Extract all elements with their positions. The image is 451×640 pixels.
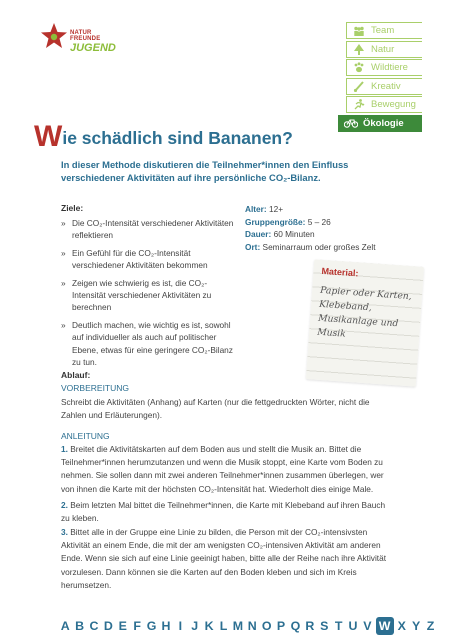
goals-list [61, 217, 237, 373]
category-tab-natur[interactable] [346, 41, 422, 58]
category-label: Team [371, 25, 395, 36]
category-label: Bewegung [371, 99, 416, 111]
procedure-heading: Ablauf: [61, 370, 91, 380]
category-tab-kreativ[interactable] [346, 78, 422, 95]
star-logo-icon [40, 22, 68, 50]
preparation-text: Schreibt die Aktivitäten (Anhang) auf Karten (nur die fettgedruckten Wörter, nicht die Zahlen und Erläuterungen). [61, 397, 370, 421]
alphabet-letter-v[interactable]: V [363, 619, 372, 633]
alphabet-letter-l[interactable]: L [219, 619, 228, 633]
material-note [306, 259, 424, 386]
people-icon [351, 23, 367, 38]
logo [40, 18, 132, 63]
meta-duration: Dauer: 60 Minuten [245, 229, 315, 240]
goal-item: » Die CO₂-Intensität verschiedener Aktivitäten reflektieren [61, 217, 237, 242]
alphabet-index [58, 617, 438, 635]
page-subtitle: In dieser Methode diskutieren die Teilnehmer*innen den Einfluss verschiedener Aktivitäten auf ihre persönliche CO₂-Bilanz. [61, 159, 349, 183]
alphabet-letter-m[interactable]: M [232, 619, 244, 633]
category-tab-team[interactable] [346, 22, 422, 39]
runner-icon [351, 97, 367, 112]
category-label: Natur [371, 43, 395, 55]
tree-icon [351, 42, 367, 57]
material-text: Papier oder Karten, Klebeband, Musikanlage und Musik [316, 284, 413, 340]
alphabet-letter-e[interactable]: E [118, 619, 127, 633]
alphabet-letter-b[interactable]: B [75, 619, 85, 633]
paw-icon [351, 60, 367, 75]
alphabet-letter-y[interactable]: Y [412, 619, 421, 633]
category-label: Ökologie [363, 117, 404, 129]
goal-item: » Ein Gefühl für die CO₂-Intensität verschiedener Aktivitäten bekommen [61, 247, 237, 272]
goal-item: » Zeigen wie schwierig es ist, die CO₂-Intensität verschiedener Aktivitäten zu berechnen [61, 277, 237, 314]
goal-item: » Deutlich machen, wie wichtig es ist, sowohl auf individueller als auch auf politischer Ebene, etwas für eine geringere CO₂-Bilanz zu tun. [61, 319, 237, 369]
alphabet-letter-h[interactable]: H [161, 619, 171, 633]
alphabet-letter-w[interactable]: W [376, 617, 394, 635]
alphabet-letter-o[interactable]: O [261, 619, 272, 633]
alphabet-letter-d[interactable]: D [103, 619, 113, 633]
alphabet-letter-a[interactable]: A [60, 619, 70, 633]
alphabet-letter-i[interactable]: I [178, 619, 183, 633]
category-label: Wildtiere [371, 62, 408, 74]
alphabet-letter-c[interactable]: C [89, 619, 99, 633]
alphabet-letter-g[interactable]: G [146, 619, 157, 633]
method-meta [245, 203, 435, 253]
alphabet-letter-r[interactable]: R [305, 619, 315, 633]
goals-heading: Ziele: [61, 203, 84, 213]
alphabet-letter-j[interactable]: J [191, 619, 199, 633]
category-label: Kreativ [371, 80, 401, 92]
brush-icon [351, 79, 367, 94]
bike-icon [343, 116, 359, 131]
alphabet-letter-t[interactable]: T [334, 619, 343, 633]
preparation-heading: VORBEREITUNG [61, 383, 130, 393]
logo-text-bottom: JUGEND [70, 42, 116, 54]
alphabet-letter-k[interactable]: K [204, 619, 214, 633]
alphabet-letter-s[interactable]: S [320, 619, 329, 633]
alphabet-letter-n[interactable]: N [247, 619, 257, 633]
alphabet-letter-x[interactable]: X [397, 619, 406, 633]
step-2: 2. Beim letzten Mal bittet die Teilnehmer*innen, die Karte mit Klebeband auf ihren Bauch zu kleben. [61, 500, 386, 524]
meta-age: Alter: 12+ [245, 204, 284, 214]
step-1: 1. Breitet die Aktivitätskarten auf dem Boden aus und stellt die Musik an. Bittet die Teilnehmer*innen herumzutanzen und wenn die Musik stoppt, eine Karte vom Boden zu nehmen. Sie sollen dann mit zwei anderen Teilnehmer*innen zusammen überlegen, wer von ihnen die Karte mit der höchsten CO₂-Intensität hat. Wiederholt dies einige Male. [61, 444, 384, 494]
logo-text-top: NATUR FREUNDE [70, 30, 101, 42]
alphabet-letter-q[interactable]: Q [290, 619, 301, 633]
meta-group-size: Gruppengröße: 5 – 26 [245, 216, 331, 227]
category-tab-oekologie[interactable] [338, 115, 422, 132]
category-tab-wildtiere[interactable] [346, 59, 422, 76]
category-tabs [346, 22, 422, 134]
alphabet-letter-p[interactable]: P [276, 619, 286, 633]
alphabet-letter-f[interactable]: F [133, 619, 141, 633]
category-tab-bewegung[interactable] [346, 96, 422, 113]
step-3: 3. Bittet alle in der Gruppe eine Linie zu bilden, die Person mit der CO₂-intensivsten Aktivität an einem Ende, die mit der am wenigsten CO₂-intensiven Aktivität am anderen Ende. Wenn sie sich auf eine Linie geeinigt haben, bitte alle der Reihe nach ihre Aktivität vorzulesen. Dann können sie die Karten auf den Boden kleben und sich im Kreis herumsetzen. [61, 527, 387, 590]
alphabet-letter-u[interactable]: U [348, 619, 358, 633]
material-heading: Material: [321, 265, 359, 279]
meta-location: Ort: Seminarraum oder großes Zelt [245, 241, 376, 252]
alphabet-letter-z[interactable]: Z [426, 619, 435, 633]
page-title: Wie schädlich sind Bananen? [34, 120, 293, 153]
instructions-heading: ANLEITUNG [61, 431, 110, 441]
